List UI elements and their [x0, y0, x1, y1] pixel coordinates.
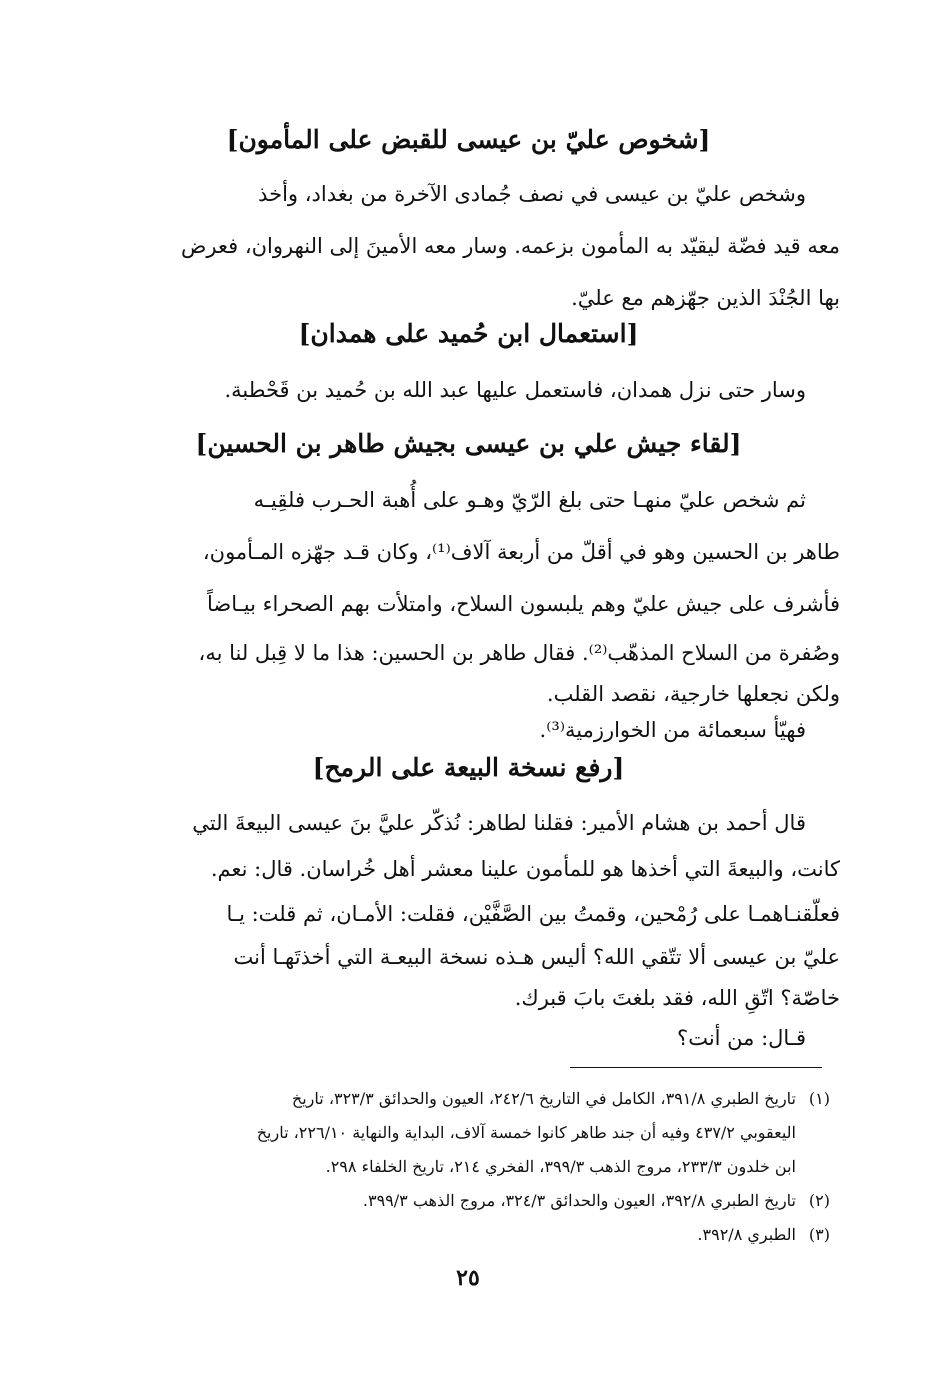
text-line: وشخص عليّ بن عيسى في نصف جُمادى الآخرة من بغداد، وأخذ: [258, 182, 806, 206]
text-line: بها الجُنْدَ الذين جهّزهم مع عليّ.: [571, 286, 840, 310]
text-line: فهيّأ سبعمائة من الخوارزمية⁽³⁾.: [539, 718, 806, 742]
text-line: عليّ بن عيسى ألا تتّقي الله؟ أليس هـذه نسخة البيعـة التي أخذتَهـا أنت: [233, 945, 840, 969]
footnote-number: (٢): [808, 1191, 830, 1210]
footnote-number: (١): [808, 1089, 830, 1108]
paragraph: [140, 474, 840, 748]
paragraph: [140, 168, 840, 324]
footnote-line: ابن خلدون ٢٣٣/٣، مروج الذهب ٣٩٩/٣، الفخري ٢١٤، تاريخ الخلفاء ٢٩٨.: [325, 1157, 796, 1176]
text-line: ثم شخص عليّ منهـا حتى بلغ الرّيّ وهـو على أُهبة الحـرب فلقِيـه: [253, 488, 806, 512]
section-heading: [لقاء جيش علي بن عيسى بجيش طاهر بن الحسين]: [195, 429, 742, 458]
text-line: كانت، والبيعةَ التي أخذها هو للمأمون علينا معشر أهل خُراسان. قال: نعم.: [210, 857, 840, 881]
section-heading: [رفع نسخة البيعة على الرمح]: [312, 753, 625, 782]
text-line: فعلّقنـاهمـا على رُمْحين، وقمتُ بين الصَّفَّيْن، فقلت: الأمـان، ثم قلت: يـا: [226, 902, 840, 926]
text-line: وسار حتى نزل همدان، فاستعمل عليها عبد الله بن حُميد بن قَحْطبة.: [224, 378, 806, 402]
text-line: طاهر بن الحسين وهو في أقلّ من أربعة آلاف⁽¹⁾، وكان قـد جهّزه المـأمون،: [202, 540, 840, 564]
footnote-line: اليعقوبي ٤٣٧/٢ وفيه أن جند طاهر كانوا خمسة آلاف، البداية والنهاية ٢٢٦/١٠، تاريخ: [256, 1123, 796, 1142]
text-line: خاصّة؟ اتّقِ الله، فقد بلغتَ بابَ قبرك.: [514, 986, 840, 1010]
text-line: ولكن نجعلها خارجية، نقصد القلب.: [546, 682, 840, 706]
footnote-number: (٣): [808, 1225, 830, 1244]
section-heading: [استعمال ابن حُميد على همدان]: [298, 319, 639, 348]
footnote-text: تاريخ الطبري ٣٩١/٨، الكامل في التاريخ ٢٤٢/٦، العيون والحدائق ٣٢٣/٣، تاريخ: [291, 1089, 796, 1108]
text-line: فأشرف على جيش عليّ وهم يلبسون السلاح، وامتلأت بهم الصحراء بيـاضاً: [207, 592, 840, 616]
footnotes: [140, 1082, 830, 1252]
footnote-line: [140, 1184, 830, 1218]
text-line: وصُفرة من السلاح المذهّب⁽²⁾. فقال طاهر بن الحسين: هذا ما لا قِبل لنا به،: [198, 641, 840, 665]
text-line: معه قيد فضّة ليقيّد به المأمون بزعمه. وسار معه الأمينَ إلى النهروان، فعرض: [181, 234, 840, 258]
footnote-line: [140, 1218, 830, 1252]
text-line: قال أحمد بن هشام الأمير: فقلنا لطاهر: نُذكّر عليَّ بنَ عيسى البيعةَ التي: [192, 811, 806, 835]
paragraph: [140, 800, 840, 1058]
paragraph: [140, 364, 840, 416]
footnote-line: [140, 1082, 830, 1116]
text-line: قـال: من أنت؟: [677, 1026, 806, 1050]
footnote-text: الطبري ٣٩٢/٨.: [697, 1225, 796, 1244]
footnote-separator: [570, 1067, 822, 1068]
footnote-text: تاريخ الطبري ٣٩٢/٨، العيون والحدائق ٣٢٤/٣، مروج الذهب ٣٩٩/٣.: [362, 1191, 796, 1210]
page-number: ٢٥: [456, 1265, 480, 1291]
section-heading: [شخوص عليّ بن عيسى للقبض على المأمون]: [226, 125, 711, 154]
